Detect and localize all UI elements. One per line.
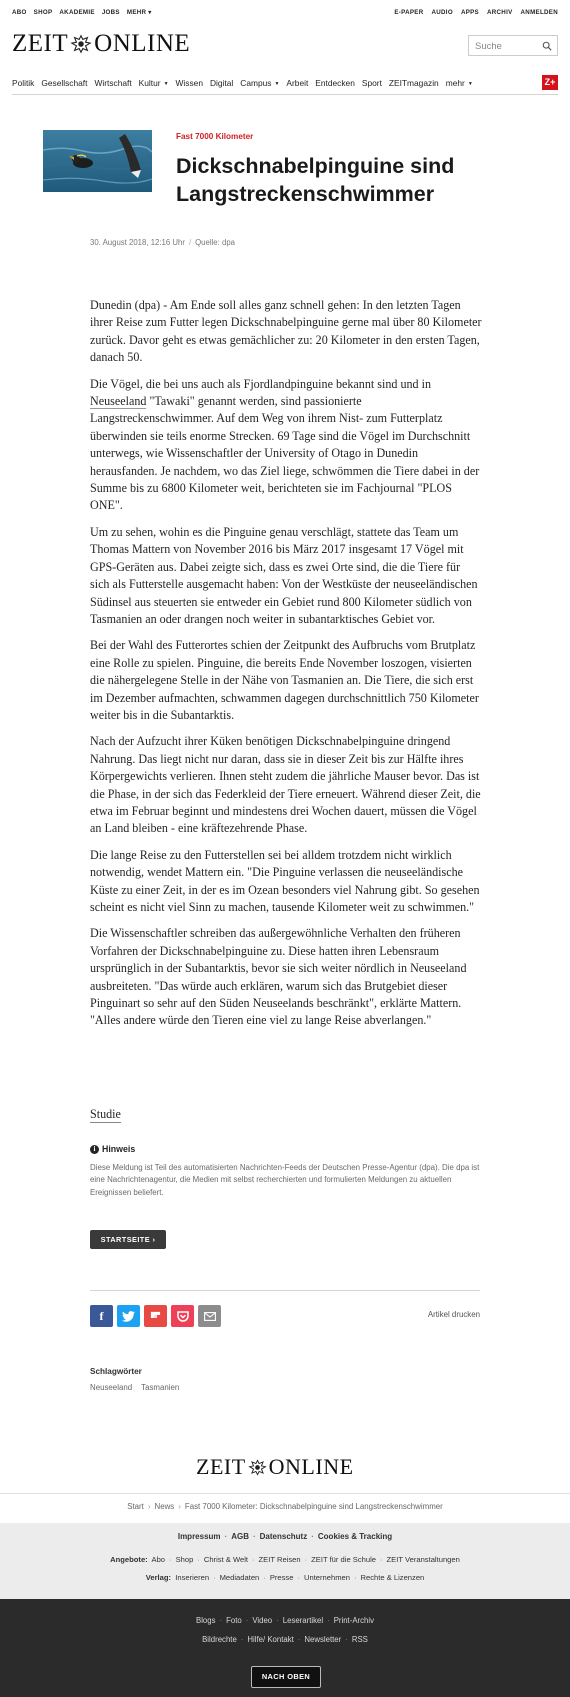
publisher-link[interactable]: Rechte & Lizenzen (360, 1573, 425, 1582)
facebook-icon: f (99, 1308, 104, 1323)
hint-text: Diese Meldung ist Teil des automatisierten Nachrichten-Feeds der Deutschen Presse-Agentur (dpa). Die dpa ist eine Nachrichtenagentur, die Medien mit selbst recherchierten und formulierten Meldungen zu aktuellen Ereignissen beliefert. (90, 1163, 480, 1197)
chevron-down-icon: ▼ (274, 81, 280, 87)
publisher-link[interactable]: Unternehmen (303, 1573, 350, 1582)
publisher-link[interactable]: Presse (269, 1573, 294, 1582)
offer-link[interactable]: Abo (151, 1555, 166, 1564)
newsletter-link[interactable]: Newsletter (304, 1635, 342, 1644)
offer-link[interactable]: Shop (175, 1555, 194, 1564)
footer-legal-row: Impressum · AGB · Datenschutz · Cookies & Tracking (177, 1532, 393, 1541)
logo-word-right: ONLINE (94, 30, 191, 57)
article-body (90, 297, 482, 1039)
hint-heading: i Hinweis (90, 1144, 135, 1154)
print-archiv-link[interactable]: Print-Archiv (333, 1616, 374, 1625)
article-kicker: Fast 7000 Kilometer (176, 132, 254, 141)
article-paragraph: Um zu sehen, wohin es die Pinguine genau verschlägt, stattete das Team um Thomas Mattern von November 2016 bis März 2017 insgesamt 17 Vögel mit GPS-Geräten aus. Dabei zeigte sich, dass es zwei Orte sind, die die Tiere für sich als Futterstelle ausgemacht haben: Von der Westküste der neuseeländischen Südinsel aus steuerten sie entweder ein Gebiet rund 800 Kilometer südlich von Tasmanien an oder drangen noch weiter in subantarktisches Gebiet vor. (90, 524, 478, 626)
divider (0, 1493, 570, 1494)
jobs-link[interactable]: JOBS (101, 9, 120, 16)
nav-item-kultur[interactable]: Kultur ▼ (138, 78, 169, 88)
zplus-badge[interactable]: Z+ (542, 75, 558, 90)
login-link[interactable]: ANMELDEN (520, 9, 558, 16)
bildrechte-link[interactable]: Bildrechte (202, 1635, 237, 1644)
video-link[interactable]: Video (252, 1616, 273, 1625)
nav-item-gesellschaft[interactable]: Gesellschaft (41, 78, 88, 88)
akademie-link[interactable]: AKADEMIE (59, 9, 95, 16)
abo-link[interactable]: ABO (12, 9, 27, 16)
article-image (43, 130, 152, 192)
divider (90, 1290, 480, 1291)
logo-word-right: ONLINE (268, 1454, 354, 1479)
facebook-share-button[interactable] (90, 1305, 113, 1327)
logo-word-left: ZEIT (196, 1454, 246, 1479)
footer-publisher-row: Verlag: Inserieren · Mediadaten · Presse · Unternehmen · Rechte & Lizenzen (145, 1573, 425, 1582)
tag-list (90, 1383, 179, 1392)
eagle-emblem-icon (70, 33, 92, 55)
article-paragraph: Bei der Wahl des Futterortes schien der Zeitpunkt des Aufbruchs vom Brutplatz eine Rolle zu spielen. Pinguine, die bereits Ende November loszogen, visierten die nähergelegene Stelle in der Nähe von Tasmanien an. Die Tiere, die sich erst im Dezember aufmachten, schwammen dagegen durchschnittlich 750 Kilometer weiter bis in die Subantarktis. (90, 638, 479, 722)
offers-label: Angebote: (110, 1555, 148, 1564)
tags-heading: Schlagwörter (90, 1367, 142, 1376)
offer-link[interactable]: Christ & Welt (203, 1555, 249, 1564)
article-paragraph: Die Vögel, die bei uns auch als Fjordlandpinguine bekannt sind und in Neuseeland "Tawaki" genannt werden, sind passionierte Langstreckenschwimmer. Auf dem Weg von ihrem Nist- zum Futterplatz überwinden sie teils enorme Strecken. 69 Tage sind die Vögel im Durchschnitt unterwegs, wie Wissenschaftler der University of Otago in Dunedin herausfanden. Je nachdem, wo das Ziel liege, schwömmen die Tiere dabei in der Summe bis zu 6800 Kilometer weit, berichteten sie im Fachjournal "PLOS ONE". (90, 376, 480, 513)
shop-link[interactable]: SHOP (33, 9, 53, 16)
offer-link[interactable]: ZEIT Reisen (258, 1555, 301, 1564)
article-paragraph: Dunedin (dpa) - Am Ende soll alles ganz schnell gehen: In den letzten Tagen ihrer Reise zum Futter legen Dickschnabelpinguine gerne mal über 80 Kilometer zurück. Davor geht es etwas gemächlicher zu: 20 Kilometer in den ersten Tagen, danach 50. (90, 298, 482, 365)
logo-word-left: ZEIT (12, 30, 69, 57)
impressum-link[interactable]: Impressum (177, 1532, 221, 1541)
share-bar (90, 1305, 221, 1327)
breadcrumb: Start › News › Fast 7000 Kilometer: Dickschnabelpinguine sind Langstreckenschwimmer (127, 1502, 443, 1511)
footer-logo[interactable] (196, 1455, 354, 1479)
back-to-top-button[interactable]: NACH OBEN (251, 1666, 321, 1688)
article-paragraph: Nach der Aufzucht ihrer Küken benötigen Dickschnabelpinguine dringend Nahrung. Das liegt nicht nur daran, dass sie in dieser Zeit bis zur Hälfte ihres Körpergewichts verlieren. Ihnen steht zudem die jährliche Mauser bevor. Das ist die Phase, in der sich das Federkleid der Tiere erneuert. Während dieser Zeit, die etwa im Februar beginnt und mindestens drei Wochen dauert, müssen die Vögel an Land bleiben - eine kräftezehrende Phase. (90, 734, 481, 836)
offer-link[interactable]: ZEIT für die Schule (311, 1555, 376, 1564)
nav-item-sport[interactable]: Sport (361, 78, 382, 88)
neuseeland-link[interactable]: Neuseeland (90, 394, 147, 409)
article-source: Quelle: dpa (195, 238, 235, 247)
main-navigation (12, 73, 558, 95)
article-title: Dickschnabelpinguine sind Langstreckenschwimmer (176, 154, 455, 206)
home-button[interactable]: STARTSEITE › (90, 1230, 166, 1249)
nav-item-digital[interactable]: Digital (209, 78, 234, 88)
breadcrumb-start[interactable]: Start (127, 1502, 144, 1511)
nav-item-politik[interactable]: Politik (12, 78, 35, 88)
chevron-down-icon: ▼ (467, 81, 473, 87)
penguin-swimming-image (43, 130, 152, 192)
tag-tasmanien[interactable]: Tasmanien (141, 1383, 180, 1392)
publisher-label: Verlag: (145, 1573, 172, 1582)
leserartikel-link[interactable]: Leserartikel (282, 1616, 324, 1625)
nav-item-zeitmagazin[interactable]: ZEITmagazin (388, 78, 439, 88)
nav-item-campus[interactable]: Campus ▼ (240, 78, 280, 88)
top-links-left (12, 9, 152, 16)
epaper-link[interactable]: E-PAPER (394, 9, 424, 16)
site-logo[interactable] (12, 30, 190, 58)
nav-item-mehr[interactable]: mehr ▼ (445, 78, 473, 88)
cookies-link[interactable]: Cookies & Tracking (317, 1532, 393, 1541)
rss-link[interactable]: RSS (351, 1635, 368, 1644)
breadcrumb-news[interactable]: News (154, 1502, 175, 1511)
mail-share-button[interactable] (198, 1305, 221, 1327)
nav-item-wissen[interactable]: Wissen (175, 78, 203, 88)
offer-link[interactable]: ZEIT Veranstaltungen (386, 1555, 460, 1564)
top-links-right (394, 9, 558, 16)
footer-dark-row-1: Blogs · Foto · Video · Leserartikel · Print-Archiv (196, 1616, 374, 1625)
top-utility-bar (12, 9, 558, 21)
publisher-link[interactable]: Inserieren (175, 1573, 210, 1582)
article-paragraph: Die lange Reise zu den Futterstellen sei bei alldem trotzdem nicht wirklich notwendig, wendet Mattern ein. "Die Pinguine verlassen die neuseeländische Küste zu einer Zeit, in der es im Ozean besonders viel Nahrung gibt. So gesehen scheint es nicht viel Sinn zu machen, tausende Kilometer weit zu schwimmen." (90, 847, 480, 914)
datenschutz-link[interactable]: Datenschutz (259, 1532, 308, 1541)
study-link[interactable]: Studie (90, 1107, 121, 1121)
flipboard-share-button[interactable] (144, 1305, 167, 1327)
article-meta: 30. August 2018, 12:16 Uhr / Quelle: dpa (90, 238, 235, 247)
twitter-icon (122, 1311, 135, 1322)
nav-item-arbeit[interactable]: Arbeit (286, 78, 309, 88)
footer-dark-row-2: Bildrechte · Hilfe/ Kontakt · Newsletter · RSS (202, 1635, 368, 1644)
print-article-link[interactable]: Artikel drucken (427, 1310, 480, 1319)
audio-link[interactable]: AUDIO (431, 9, 453, 16)
eagle-emblem-icon (248, 1458, 267, 1477)
pocket-icon (177, 1311, 189, 1322)
nav-item-wirtschaft[interactable]: Wirtschaft (94, 78, 132, 88)
breadcrumb-current: Fast 7000 Kilometer: Dickschnabelpinguine sind Langstreckenschwimmer (184, 1502, 443, 1511)
pocket-share-button[interactable] (171, 1305, 194, 1327)
flipboard-icon (150, 1311, 161, 1322)
publisher-link[interactable]: Mediadaten (219, 1573, 260, 1582)
mail-icon (204, 1312, 216, 1321)
foto-link[interactable]: Foto (226, 1616, 242, 1625)
mehr-menu[interactable]: MEHR ▾ (126, 9, 152, 16)
article-date: 30. August 2018, 12:16 Uhr (90, 238, 185, 247)
article-paragraph: Die Wissenschaftler schreiben das außergewöhnliche Verhalten den früheren Vorfahren der Dickschnabelpinguine zu. Diese hatten ihren Lebensraum ursprünglich in der Subantarktis, bevor sie sich weiter nördlich in Neuseeland ausbreiteten. "Das würde auch erklären, warum sich das Brutgebiet dieser Pinguinart so sehr auf den Süden Neuseelands beschränkt", erklärte Mattern. "Alles andere würde den Tieren eine viel zu lange Reise abverlangen." (90, 926, 467, 1028)
chevron-down-icon: ▼ (163, 81, 169, 87)
twitter-share-button[interactable] (117, 1305, 140, 1327)
archiv-link[interactable]: ARCHIV (487, 9, 513, 16)
apps-link[interactable]: APPS (460, 9, 479, 16)
footer-offers-row: Angebote: Abo · Shop · Christ & Welt · ZEIT Reisen · ZEIT für die Schule · ZEIT Veranstaltungen (110, 1555, 460, 1564)
search-icon[interactable] (542, 41, 552, 51)
blogs-link[interactable]: Blogs (196, 1616, 216, 1625)
agb-link[interactable]: AGB (231, 1532, 249, 1541)
nav-item-entdecken[interactable]: Entdecken (315, 78, 355, 88)
tag-neuseeland[interactable]: Neuseeland (90, 1383, 133, 1392)
hilfe-kontakt-link[interactable]: Hilfe/ Kontakt (247, 1635, 294, 1644)
search-input[interactable] (468, 35, 558, 56)
search-placeholder: Suche (475, 41, 502, 52)
info-icon: i (90, 1145, 99, 1154)
